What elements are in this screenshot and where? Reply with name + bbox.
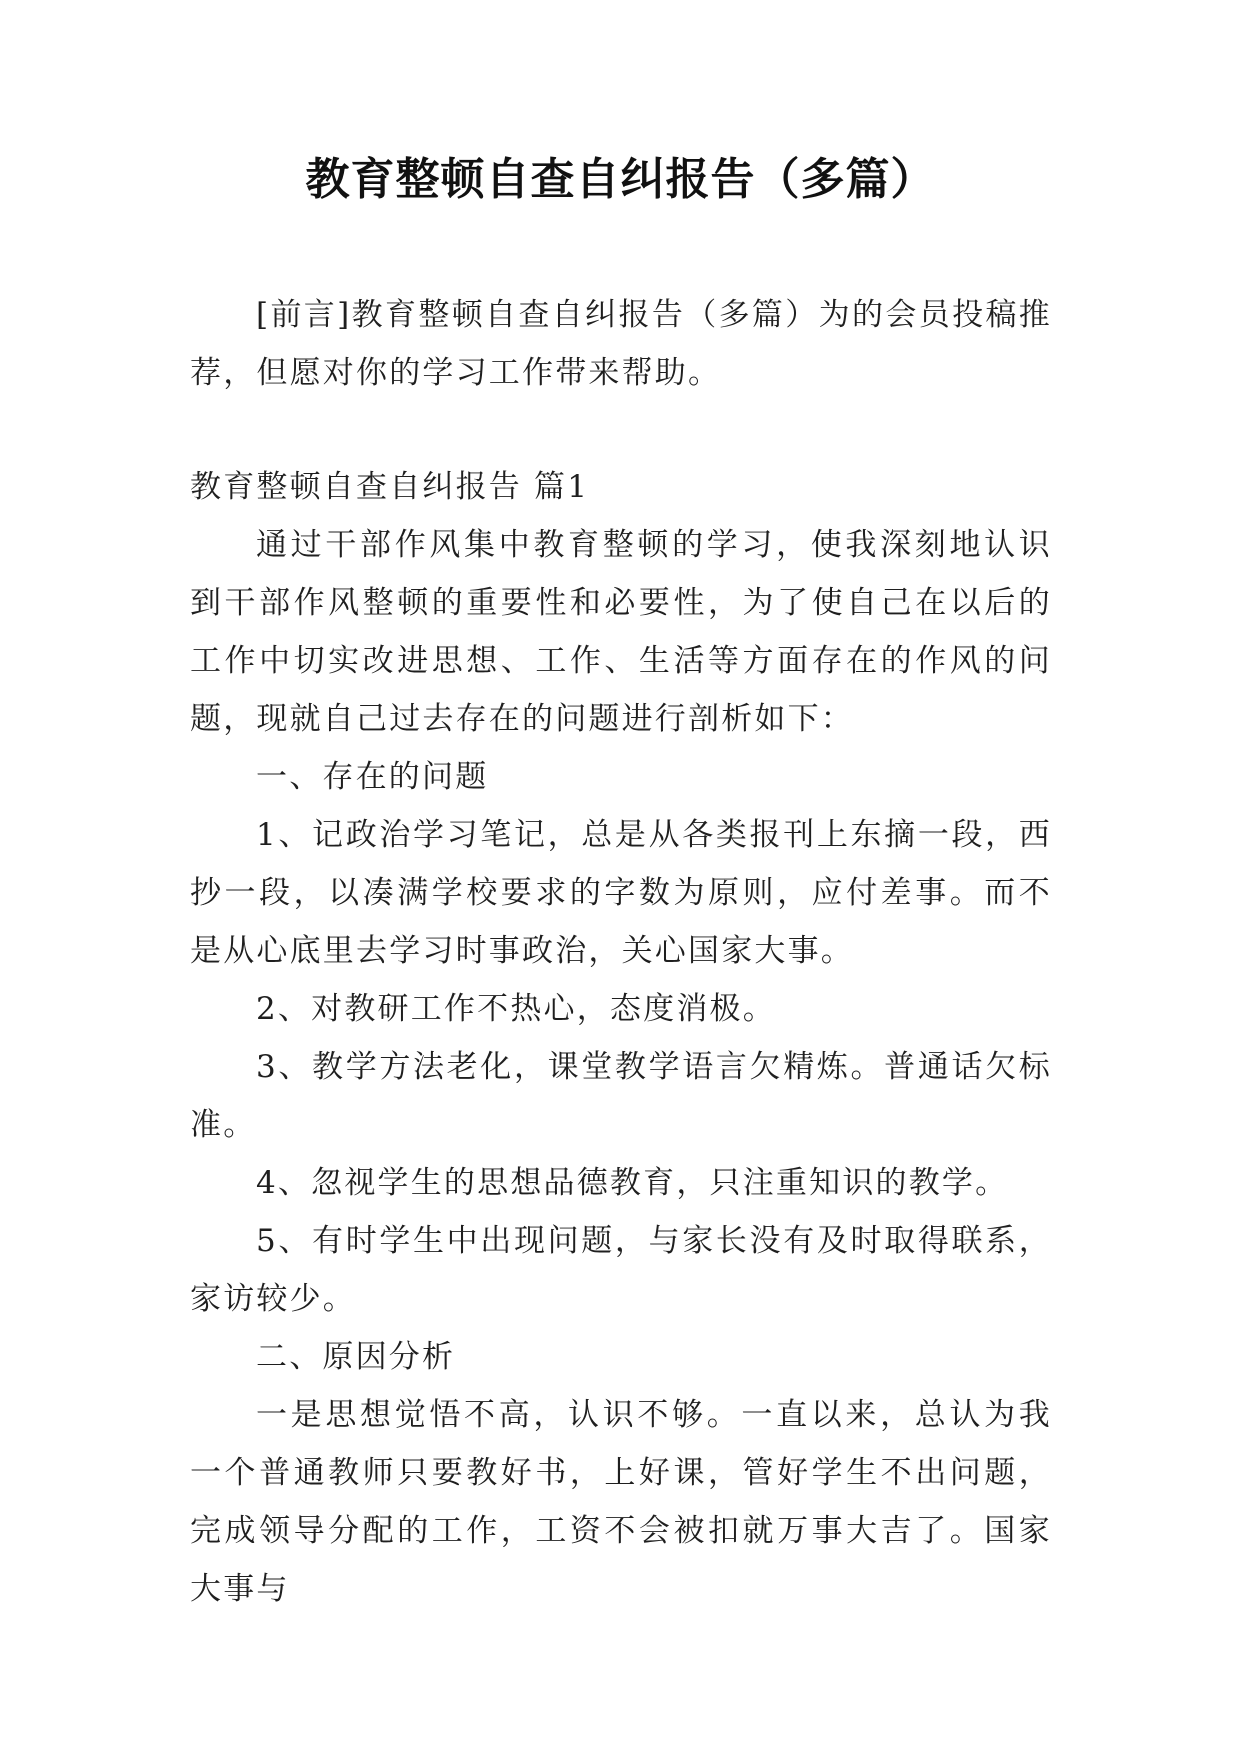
body-paragraph: 1、记政治学习笔记，总是从各类报刊上东摘一段，西抄一段，以凑满学校要求的字数为原则，应付差事。而不是从心底里去学习时事政治，关心国家大事。 <box>190 817 1052 969</box>
body-paragraph: 5、有时学生中出现问题，与家长没有及时取得联系，家访较少。 <box>190 1223 1052 1317</box>
section-heading: 教育整顿自查自纠报告 篇1 <box>190 469 590 505</box>
subheading-problems: 一、存在的问题 <box>256 759 489 795</box>
preface-paragraph: [前言]教育整顿自查自纠报告（多篇）为的会员投稿推荐，但愿对你的学习工作带来帮助。 <box>190 297 1052 391</box>
document-body <box>190 286 1052 1618</box>
body-paragraph: 一是思想觉悟不高，认识不够。一直以来，总认为我一个普通教师只要教好书，上好课，管好学生不出问题，完成领导分配的工作，工资不会被扣就万事大吉了。国家大事与 <box>190 1397 1052 1607</box>
body-paragraph: 通过干部作风集中教育整顿的学习，使我深刻地认识到干部作风整顿的重要性和必要性，为了使自己在以后的工作中切实改进思想、工作、生活等方面存在的作风的问题，现就自己过去存在的问题进行剖析如下： <box>190 527 1052 737</box>
body-paragraph: 2、对教研工作不热心，态度消极。 <box>256 991 776 1027</box>
body-paragraph: 4、忽视学生的思想品德教育，只注重知识的教学。 <box>256 1165 1009 1201</box>
body-paragraph: 3、教学方法老化，课堂教学语言欠精炼。普通话欠标准。 <box>190 1049 1052 1143</box>
document-title: 教育整顿自查自纠报告（多篇） <box>305 154 936 205</box>
subheading-cause-analysis: 二、原因分析 <box>256 1339 456 1375</box>
